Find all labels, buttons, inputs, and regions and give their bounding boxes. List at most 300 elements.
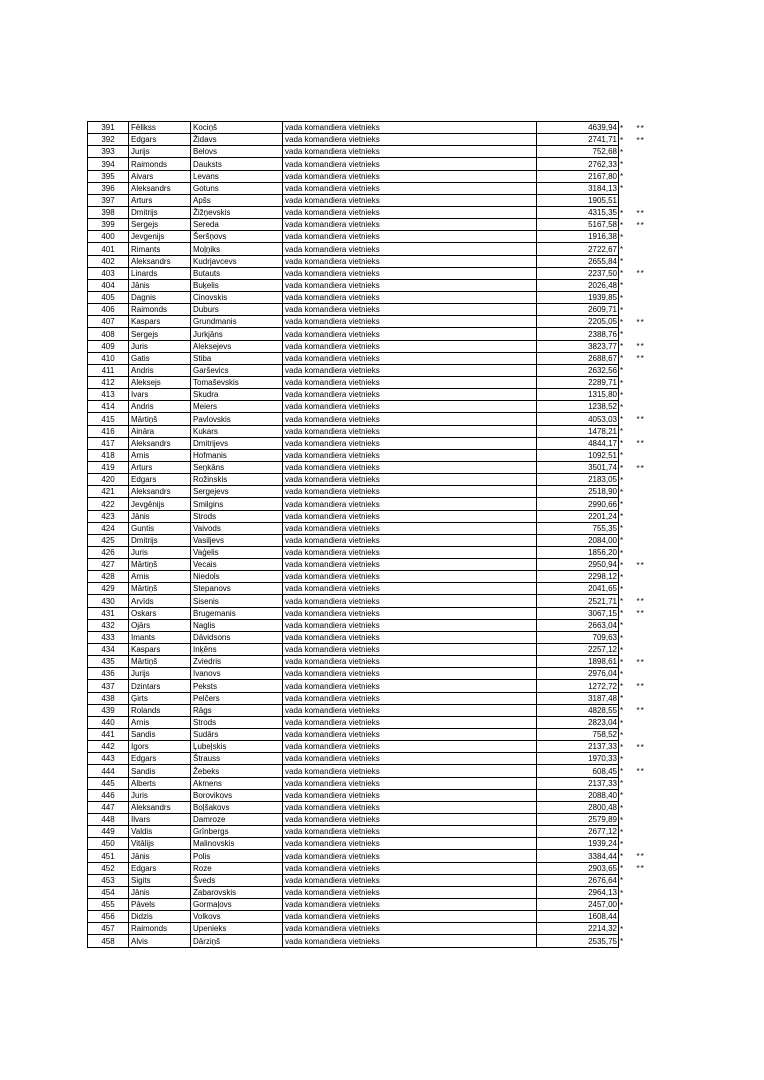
last-name-cell: Vecais <box>191 559 283 571</box>
row-number-cell: 449 <box>88 826 129 838</box>
table-row <box>88 546 667 558</box>
row-number-cell: 432 <box>88 619 129 631</box>
table-row <box>88 923 667 935</box>
double-asterisk-mark: ** <box>636 269 645 279</box>
table-row <box>88 814 667 826</box>
last-name-cell: Stepanovs <box>191 583 283 595</box>
position-cell: vada komandiera vietnieks <box>283 231 537 243</box>
row-number-cell: 392 <box>88 134 129 146</box>
double-asterisk-mark <box>637 364 667 376</box>
double-asterisk-mark: ** <box>636 317 645 327</box>
amount-cell: 2950,94 <box>537 559 619 571</box>
first-name-cell: Jevgenijs <box>129 231 191 243</box>
row-number-cell: 396 <box>88 182 129 194</box>
last-name-cell: Peksts <box>191 680 283 692</box>
position-cell: vada komandiera vietnieks <box>283 546 537 558</box>
amount-cell: 2457,00 <box>537 899 619 911</box>
table-row <box>88 134 667 146</box>
first-name-cell: Aleksandrs <box>129 255 191 267</box>
first-name-cell: Andris <box>129 401 191 413</box>
table-row <box>88 874 667 886</box>
first-name-cell: Ilvars <box>129 814 191 826</box>
position-cell: vada komandiera vietnieks <box>283 753 537 765</box>
single-asterisk-mark: * <box>620 791 624 801</box>
single-asterisk-mark: * <box>620 682 624 692</box>
single-asterisk-mark: * <box>620 609 624 619</box>
amount-cell: 2521,71 <box>537 595 619 607</box>
amount-cell: 1092,51 <box>537 449 619 461</box>
amount-cell: 2214,32 <box>537 923 619 935</box>
last-name-cell: Roze <box>191 862 283 874</box>
position-cell: vada komandiera vietnieks <box>283 923 537 935</box>
position-cell: vada komandiera vietnieks <box>283 534 537 546</box>
single-asterisk-mark: * <box>620 390 624 400</box>
first-name-cell: Dmitrijs <box>129 534 191 546</box>
first-name-cell: Aināra <box>129 425 191 437</box>
first-name-cell: Arvīds <box>129 595 191 607</box>
single-asterisk-mark: * <box>620 536 624 546</box>
table-row <box>88 510 667 522</box>
row-number-cell: 456 <box>88 911 129 923</box>
last-name-cell: Grundmanis <box>191 316 283 328</box>
last-name-cell: Dārziņš <box>191 935 283 947</box>
double-asterisk-mark <box>637 911 667 923</box>
double-asterisk-mark <box>637 376 667 388</box>
single-asterisk-mark: * <box>620 669 624 679</box>
table-row <box>88 182 667 194</box>
single-asterisk-mark: * <box>620 852 624 862</box>
single-asterisk-mark: * <box>620 402 624 412</box>
double-asterisk-mark: ** <box>636 415 645 425</box>
row-number-cell: 458 <box>88 935 129 947</box>
table-row <box>88 474 667 486</box>
table-row <box>88 583 667 595</box>
position-cell: vada komandiera vietnieks <box>283 389 537 401</box>
table-row <box>88 850 667 862</box>
amount-cell: 3184,13 <box>537 182 619 194</box>
last-name-cell: Zabarovskis <box>191 886 283 898</box>
amount-cell: 2655,84 <box>537 255 619 267</box>
position-cell: vada komandiera vietnieks <box>283 571 537 583</box>
position-cell: vada komandiera vietnieks <box>283 194 537 206</box>
double-asterisk-mark <box>637 631 667 643</box>
double-asterisk-mark <box>637 777 667 789</box>
position-cell: vada komandiera vietnieks <box>283 182 537 194</box>
double-asterisk-mark <box>637 522 667 534</box>
row-number-cell: 433 <box>88 631 129 643</box>
table-row <box>88 595 667 607</box>
single-asterisk-mark: * <box>620 597 624 607</box>
position-cell: vada komandiera vietnieks <box>283 376 537 388</box>
first-name-cell: Arturs <box>129 194 191 206</box>
position-cell: vada komandiera vietnieks <box>283 862 537 874</box>
amount-cell: 2088,40 <box>537 789 619 801</box>
double-asterisk-mark: ** <box>636 135 645 145</box>
row-number-cell: 401 <box>88 243 129 255</box>
table-row <box>88 231 667 243</box>
double-asterisk-mark <box>637 668 667 680</box>
position-cell: vada komandiera vietnieks <box>283 716 537 728</box>
first-name-cell: Aivars <box>129 170 191 182</box>
double-asterisk-mark <box>637 231 667 243</box>
position-cell: vada komandiera vietnieks <box>283 291 537 303</box>
row-number-cell: 408 <box>88 328 129 340</box>
first-name-cell: Arnis <box>129 716 191 728</box>
last-name-cell: Kukars <box>191 425 283 437</box>
amount-cell: 5167,58 <box>537 219 619 231</box>
row-number-cell: 421 <box>88 486 129 498</box>
row-number-cell: 441 <box>88 729 129 741</box>
last-name-cell: Sisenis <box>191 595 283 607</box>
amount-cell: 2903,65 <box>537 862 619 874</box>
single-asterisk-mark: * <box>620 900 624 910</box>
salary-table-body <box>88 122 667 948</box>
double-asterisk-mark: ** <box>636 864 645 874</box>
first-name-cell: Edgars <box>129 862 191 874</box>
double-asterisk-mark: ** <box>636 439 645 449</box>
first-name-cell: Guntis <box>129 522 191 534</box>
double-asterisk-mark <box>637 789 667 801</box>
single-asterisk-mark: * <box>620 330 624 340</box>
double-asterisk-mark <box>637 255 667 267</box>
position-cell: vada komandiera vietnieks <box>283 170 537 182</box>
row-number-cell: 435 <box>88 656 129 668</box>
double-asterisk-mark: ** <box>636 852 645 862</box>
single-asterisk-mark: * <box>620 621 624 631</box>
double-asterisk-mark <box>637 449 667 461</box>
first-name-cell: Linards <box>129 267 191 279</box>
double-asterisk-mark: ** <box>636 682 645 692</box>
position-cell: vada komandiera vietnieks <box>283 692 537 704</box>
table-row <box>88 704 667 716</box>
first-name-cell: Rolands <box>129 704 191 716</box>
last-name-cell: Naglis <box>191 619 283 631</box>
single-asterisk-mark: * <box>620 803 624 813</box>
first-name-cell: Arturs <box>129 461 191 473</box>
table-row <box>88 158 667 170</box>
double-asterisk-mark <box>637 389 667 401</box>
double-asterisk-mark <box>637 425 667 437</box>
table-row <box>88 219 667 231</box>
position-cell: vada komandiera vietnieks <box>283 729 537 741</box>
single-asterisk-mark: * <box>620 184 624 194</box>
amount-cell: 2688,67 <box>537 352 619 364</box>
table-row <box>88 279 667 291</box>
double-asterisk-mark <box>637 182 667 194</box>
first-name-cell: Imants <box>129 631 191 643</box>
amount-cell: 3067,15 <box>537 607 619 619</box>
single-asterisk-mark: * <box>620 293 624 303</box>
double-asterisk-mark: ** <box>636 463 645 473</box>
amount-cell: 709,63 <box>537 631 619 643</box>
single-asterisk-mark: * <box>620 754 624 764</box>
amount-cell: 2518,90 <box>537 486 619 498</box>
last-name-cell: Vaivods <box>191 522 283 534</box>
first-name-cell: Mārtiņš <box>129 656 191 668</box>
double-asterisk-mark: ** <box>636 342 645 352</box>
amount-cell: 2298,12 <box>537 571 619 583</box>
double-asterisk-mark: ** <box>636 354 645 364</box>
single-asterisk-mark: * <box>620 147 624 157</box>
first-name-cell: Kaspars <box>129 644 191 656</box>
first-name-cell: Arnis <box>129 449 191 461</box>
position-cell: vada komandiera vietnieks <box>283 401 537 413</box>
last-name-cell: Gormaļovs <box>191 899 283 911</box>
row-number-cell: 420 <box>88 474 129 486</box>
single-asterisk-mark: * <box>620 317 624 327</box>
table-row <box>88 328 667 340</box>
amount-cell: 2201,24 <box>537 510 619 522</box>
single-asterisk-mark: * <box>620 439 624 449</box>
single-asterisk-mark: * <box>620 160 624 170</box>
first-name-cell: Juris <box>129 546 191 558</box>
double-asterisk-mark: ** <box>636 597 645 607</box>
table-row <box>88 194 667 206</box>
last-name-cell: Boļšakovs <box>191 801 283 813</box>
salary-table <box>87 121 667 948</box>
single-asterisk-mark: * <box>620 342 624 352</box>
double-asterisk-mark <box>637 729 667 741</box>
single-asterisk-mark: * <box>620 694 624 704</box>
table-row <box>88 692 667 704</box>
last-name-cell: Šveds <box>191 874 283 886</box>
table-row <box>88 886 667 898</box>
amount-cell: 608,45 <box>537 765 619 777</box>
table-row <box>88 862 667 874</box>
first-name-cell: Edgars <box>129 474 191 486</box>
table-row <box>88 534 667 546</box>
single-asterisk-mark: * <box>620 524 624 534</box>
first-name-cell: Jurijs <box>129 146 191 158</box>
position-cell: vada komandiera vietnieks <box>283 886 537 898</box>
table-row <box>88 170 667 182</box>
first-name-cell: Aleksejs <box>129 376 191 388</box>
first-name-cell: Ojārs <box>129 619 191 631</box>
amount-cell: 2137,33 <box>537 777 619 789</box>
single-asterisk-mark: * <box>620 427 624 437</box>
amount-cell: 2257,12 <box>537 644 619 656</box>
position-cell: vada komandiera vietnieks <box>283 122 537 134</box>
amount-cell: 3384,44 <box>537 850 619 862</box>
first-name-cell: Raimonds <box>129 304 191 316</box>
double-asterisk-mark <box>637 158 667 170</box>
first-name-cell: Oskars <box>129 607 191 619</box>
row-number-cell: 423 <box>88 510 129 522</box>
double-asterisk-mark <box>637 486 667 498</box>
amount-cell: 2237,50 <box>537 267 619 279</box>
first-name-cell: Valdis <box>129 826 191 838</box>
position-cell: vada komandiera vietnieks <box>283 425 537 437</box>
position-cell: vada komandiera vietnieks <box>283 826 537 838</box>
last-name-cell: Garševics <box>191 364 283 376</box>
last-name-cell: Aleksejevs <box>191 340 283 352</box>
row-number-cell: 436 <box>88 668 129 680</box>
row-number-cell: 404 <box>88 279 129 291</box>
amount-cell: 3187,48 <box>537 692 619 704</box>
amount-cell: 2084,00 <box>537 534 619 546</box>
table-row <box>88 461 667 473</box>
single-asterisk-mark: * <box>620 767 624 777</box>
last-name-cell: Vaģelis <box>191 546 283 558</box>
table-row <box>88 316 667 328</box>
last-name-cell: Inķēns <box>191 644 283 656</box>
amount-cell: 1970,33 <box>537 753 619 765</box>
position-cell: vada komandiera vietnieks <box>283 146 537 158</box>
position-cell: vada komandiera vietnieks <box>283 777 537 789</box>
position-cell: vada komandiera vietnieks <box>283 158 537 170</box>
first-name-cell: Vitālijs <box>129 838 191 850</box>
table-row <box>88 935 667 947</box>
table-row <box>88 437 667 449</box>
amount-cell: 2632,56 <box>537 364 619 376</box>
last-name-cell: Rožinskis <box>191 474 283 486</box>
amount-cell: 4828,55 <box>537 704 619 716</box>
row-number-cell: 418 <box>88 449 129 461</box>
double-asterisk-mark: ** <box>636 560 645 570</box>
double-asterisk-mark <box>637 304 667 316</box>
table-row <box>88 206 667 218</box>
table-row <box>88 741 667 753</box>
row-number-cell: 400 <box>88 231 129 243</box>
table-row <box>88 619 667 631</box>
salary-table-sheet <box>87 121 667 948</box>
row-number-cell: 414 <box>88 401 129 413</box>
table-row <box>88 498 667 510</box>
table-row <box>88 522 667 534</box>
position-cell: vada komandiera vietnieks <box>283 680 537 692</box>
last-name-cell: Niedols <box>191 571 283 583</box>
table-row <box>88 680 667 692</box>
first-name-cell: Arnis <box>129 571 191 583</box>
first-name-cell: Jevgēnijs <box>129 498 191 510</box>
position-cell: vada komandiera vietnieks <box>283 279 537 291</box>
row-number-cell: 419 <box>88 461 129 473</box>
amount-cell: 2579,89 <box>537 814 619 826</box>
last-name-cell: Ļubeļskis <box>191 741 283 753</box>
row-number-cell: 405 <box>88 291 129 303</box>
row-number-cell: 428 <box>88 571 129 583</box>
position-cell: vada komandiera vietnieks <box>283 814 537 826</box>
position-cell: vada komandiera vietnieks <box>283 668 537 680</box>
amount-cell: 1238,52 <box>537 401 619 413</box>
first-name-cell: Edgars <box>129 753 191 765</box>
single-asterisk-mark <box>619 194 637 206</box>
double-asterisk-mark <box>637 801 667 813</box>
single-asterisk-mark: * <box>620 827 624 837</box>
last-name-cell: Ivanovs <box>191 668 283 680</box>
single-asterisk-mark: * <box>620 220 624 230</box>
position-cell: vada komandiera vietnieks <box>283 219 537 231</box>
row-number-cell: 447 <box>88 801 129 813</box>
row-number-cell: 439 <box>88 704 129 716</box>
last-name-cell: Sudārs <box>191 729 283 741</box>
first-name-cell: Jurijs <box>129 668 191 680</box>
row-number-cell: 397 <box>88 194 129 206</box>
last-name-cell: Belovs <box>191 146 283 158</box>
amount-cell: 4639,94 <box>537 122 619 134</box>
single-asterisk-mark: * <box>620 281 624 291</box>
table-row <box>88 826 667 838</box>
last-name-cell: Grīnbergs <box>191 826 283 838</box>
first-name-cell: Raimonds <box>129 158 191 170</box>
single-asterisk-mark: * <box>620 512 624 522</box>
row-number-cell: 457 <box>88 923 129 935</box>
double-asterisk-mark: ** <box>636 706 645 716</box>
position-cell: vada komandiera vietnieks <box>283 328 537 340</box>
table-row <box>88 631 667 643</box>
last-name-cell: Smilgins <box>191 498 283 510</box>
first-name-cell: Aleksandrs <box>129 801 191 813</box>
position-cell: vada komandiera vietnieks <box>283 899 537 911</box>
single-asterisk-mark: * <box>620 560 624 570</box>
position-cell: vada komandiera vietnieks <box>283 850 537 862</box>
table-row <box>88 729 667 741</box>
first-name-cell: Juris <box>129 340 191 352</box>
amount-cell: 2976,04 <box>537 668 619 680</box>
row-number-cell: 452 <box>88 862 129 874</box>
position-cell: vada komandiera vietnieks <box>283 255 537 267</box>
last-name-cell: Zviedris <box>191 656 283 668</box>
single-asterisk-mark: * <box>620 718 624 728</box>
amount-cell: 2289,71 <box>537 376 619 388</box>
position-cell: vada komandiera vietnieks <box>283 644 537 656</box>
last-name-cell: Skudra <box>191 389 283 401</box>
row-number-cell: 443 <box>88 753 129 765</box>
table-row <box>88 789 667 801</box>
row-number-cell: 398 <box>88 206 129 218</box>
single-asterisk-mark: * <box>620 208 624 218</box>
single-asterisk-mark: * <box>620 888 624 898</box>
position-cell: vada komandiera vietnieks <box>283 206 537 218</box>
position-cell: vada komandiera vietnieks <box>283 789 537 801</box>
last-name-cell: Tomaševskis <box>191 376 283 388</box>
single-asterisk-mark: * <box>620 232 624 242</box>
first-name-cell: Raimonds <box>129 923 191 935</box>
first-name-cell: Sandis <box>129 765 191 777</box>
double-asterisk-mark <box>637 935 667 947</box>
single-asterisk-mark: * <box>620 645 624 655</box>
table-row <box>88 291 667 303</box>
position-cell: vada komandiera vietnieks <box>283 243 537 255</box>
position-cell: vada komandiera vietnieks <box>283 437 537 449</box>
first-name-cell: Didzis <box>129 911 191 923</box>
last-name-cell: Strods <box>191 716 283 728</box>
row-number-cell: 409 <box>88 340 129 352</box>
table-row <box>88 559 667 571</box>
first-name-cell: Pāvels <box>129 899 191 911</box>
position-cell: vada komandiera vietnieks <box>283 267 537 279</box>
first-name-cell: Dzintars <box>129 680 191 692</box>
position-cell: vada komandiera vietnieks <box>283 801 537 813</box>
position-cell: vada komandiera vietnieks <box>283 340 537 352</box>
amount-cell: 2677,12 <box>537 826 619 838</box>
first-name-cell: Alberts <box>129 777 191 789</box>
table-row <box>88 389 667 401</box>
last-name-cell: Malinovskis <box>191 838 283 850</box>
last-name-cell: Gotuns <box>191 182 283 194</box>
last-name-cell: Duburs <box>191 304 283 316</box>
first-name-cell: Jānis <box>129 279 191 291</box>
single-asterisk-mark: * <box>620 475 624 485</box>
row-number-cell: 412 <box>88 376 129 388</box>
table-row <box>88 146 667 158</box>
row-number-cell: 417 <box>88 437 129 449</box>
row-number-cell: 438 <box>88 692 129 704</box>
row-number-cell: 427 <box>88 559 129 571</box>
double-asterisk-mark <box>637 328 667 340</box>
table-row <box>88 668 667 680</box>
first-name-cell: Jānis <box>129 510 191 522</box>
